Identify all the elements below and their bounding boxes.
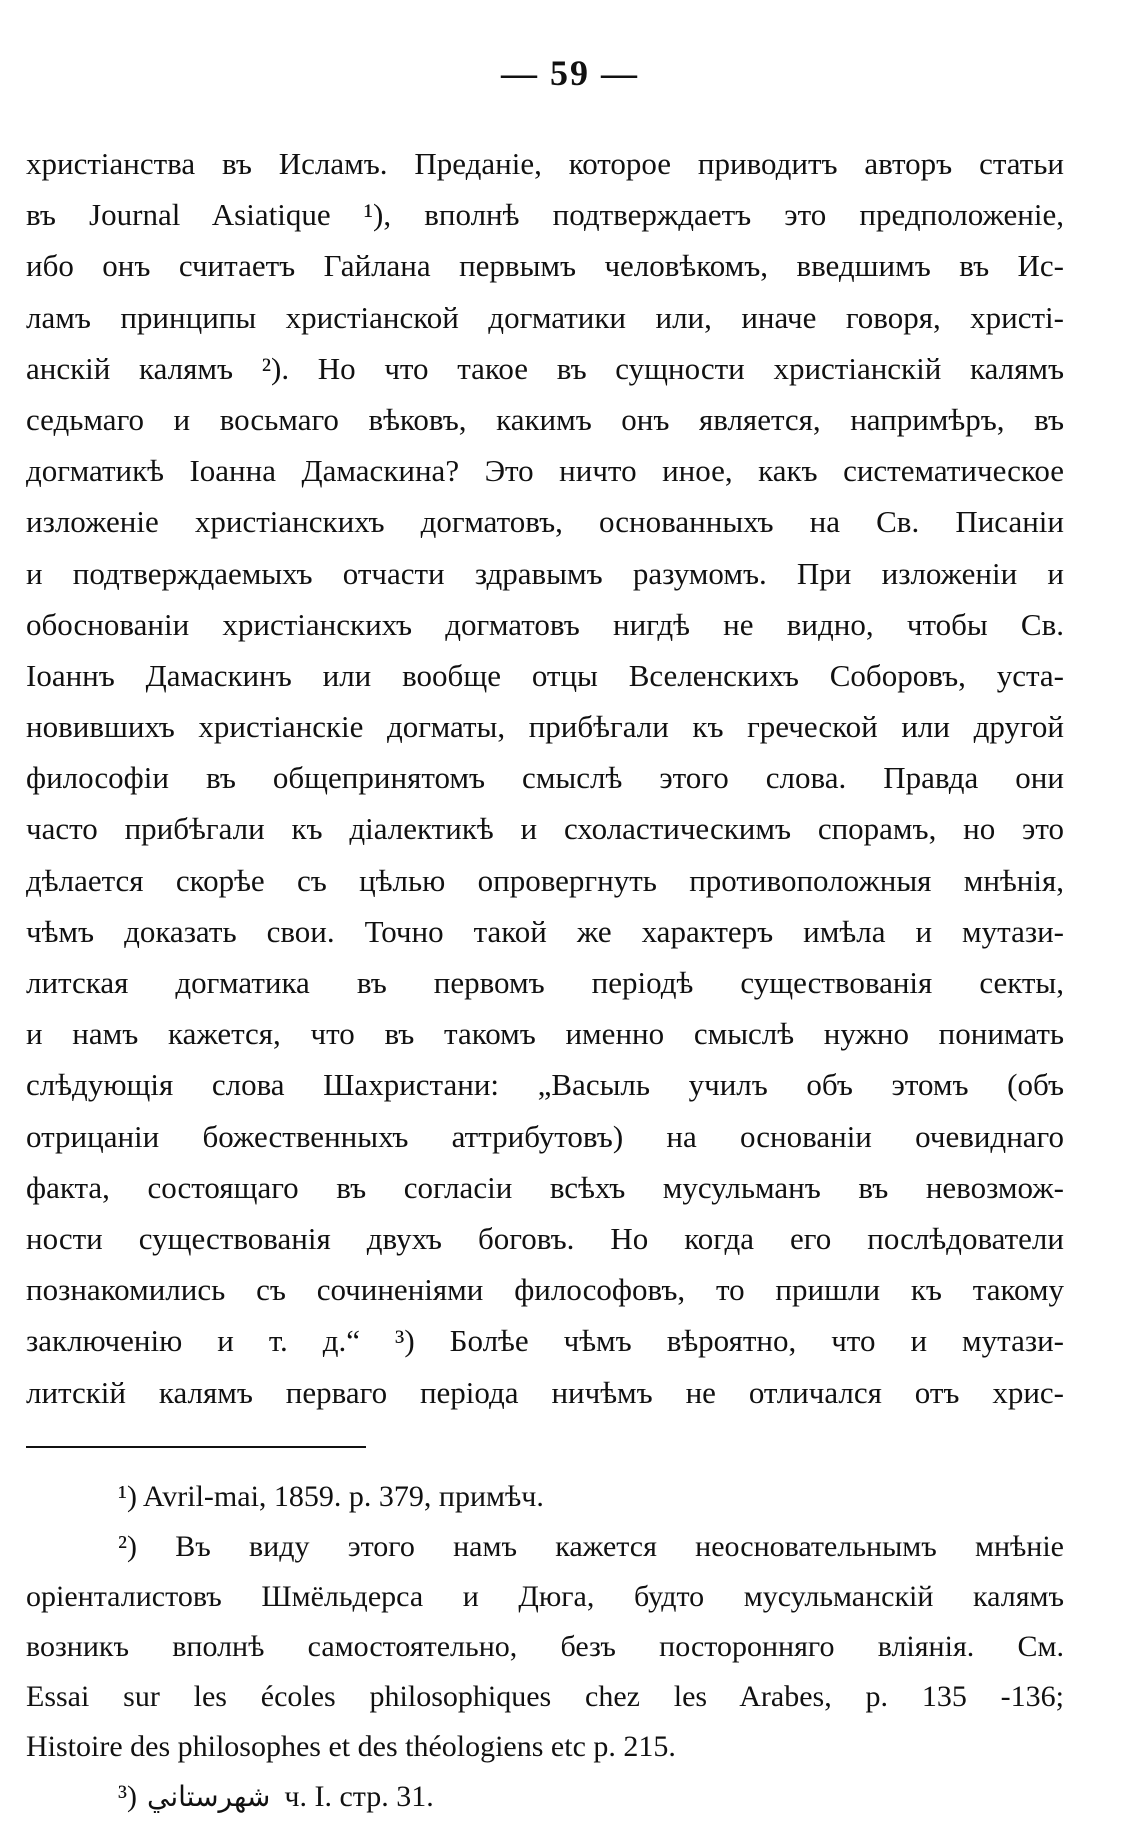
text-line: христіанства въ Исламъ. Преданіе, которое приводитъ авторъ статьи [26,146,1064,181]
text-line: дѣлается скорѣе съ цѣлью опровергнуть противоположныя мнѣнія, [26,862,1064,898]
text-line: литская догматика въ первомъ періодѣ существованія секты, [26,965,1064,1000]
text-line: и подтверждаемыхъ отчасти здравымъ разумомъ. При изложеніи и [26,555,1064,591]
text-line: заключенію и т. д.“ ³) Болѣе чѣмъ вѣроятно, что и мутази- [26,1323,1064,1359]
text-line: и намъ кажется, что въ такомъ именно смыслѣ нужно понимать [26,1016,1064,1052]
page-number: — 59 — [501,53,639,93]
text-line: седьмаго и восьмаго вѣковъ, какимъ онъ является, напримѣръ, въ [26,401,1064,437]
text-line: новившихъ христіанскіе догматы, прибѣгали къ греческой или другой [26,709,1064,745]
text-line: ибо онъ считаетъ Гайлана первымъ человѣкомъ, введшимъ въ Ис- [26,248,1064,284]
text-line: чѣмъ доказать свои. Точно такой же характеръ имѣла и мутази- [26,913,1064,949]
text-line: анскій калямъ ²). Но что такое въ сущности христіанскій калямъ [26,350,1064,386]
footnote-3 [26,1772,1064,1822]
text-line: часто прибѣгали къ діалектикѣ и схоластическимъ спорамъ, но это [26,811,1064,847]
text-line: отрицаніи божественныхъ аттрибутовъ) на основаніи очевиднаго [26,1118,1064,1154]
text-line: слѣдующія слова Шахристани: „Васыль училъ объ этомъ (объ [26,1067,1064,1103]
footnotes [26,1472,1064,1822]
footnote-2-line: оріенталистовъ Шмёльдерса и Дюга, будто мусульманскій калямъ [26,1580,1064,1613]
footnote-3-arabic-title: شهرستاني [146,1780,271,1813]
text-line: познакомились съ сочиненіями философовъ, то пришли къ такому [26,1272,1064,1308]
text-line: обоснованіи христіанскихъ догматовъ нигдѣ не видно, чтобы Св. [26,606,1064,642]
footnote-2-line: Essai sur les écoles philosophiques chez les Arabes, p. 135 -136; [26,1680,1064,1713]
text-line: философіи въ общепринятомъ смыслѣ этого слова. Правда они [26,760,1064,796]
text-line: литскій калямъ перваго періода ничѣмъ не отличался отъ хрис- [26,1374,1064,1410]
main-text [26,138,1064,1418]
footnote-2-line: возникъ вполнѣ самостоятельно, безъ посторонняго вліянія. См. [26,1630,1064,1663]
footnote-2-line: ²) Въ виду этого намъ кажется неосновательнымъ мнѣніе [118,1530,1064,1563]
footnote-separator [26,1446,366,1448]
text-line: факта, состоящаго въ согласіи всѣхъ мусульманъ въ невозмож- [26,1169,1064,1205]
footnote-3-reference: ч. I. стр. 31. [284,1780,434,1813]
text-line: въ Journal Asiatique ¹), вполнѣ подтверждаетъ это предположеніе, [26,197,1064,233]
footnote-2-line: Histoire des philosophes et des théologiens etc p. 215. [26,1730,676,1763]
text-line: ности существованія двухъ боговъ. Но когда его послѣдователи [26,1220,1064,1256]
text-line: изложеніе христіанскихъ догматовъ, основанныхъ на Св. Писаніи [26,504,1064,540]
footnote-1: ¹) Avril-mai, 1859. p. 379, примѣч. [118,1480,544,1513]
footnote-3-marker: ³) [118,1780,137,1813]
text-line: догматикѣ Іоанна Дамаскина? Это ничто иное, какъ систематическое [26,453,1064,489]
text-line: ламъ принципы христіанской догматики или, иначе говоря, христі- [26,299,1064,335]
text-line: Іоаннъ Дамаскинъ или вообще отцы Вселенскихъ Соборовъ, уста- [26,657,1064,693]
